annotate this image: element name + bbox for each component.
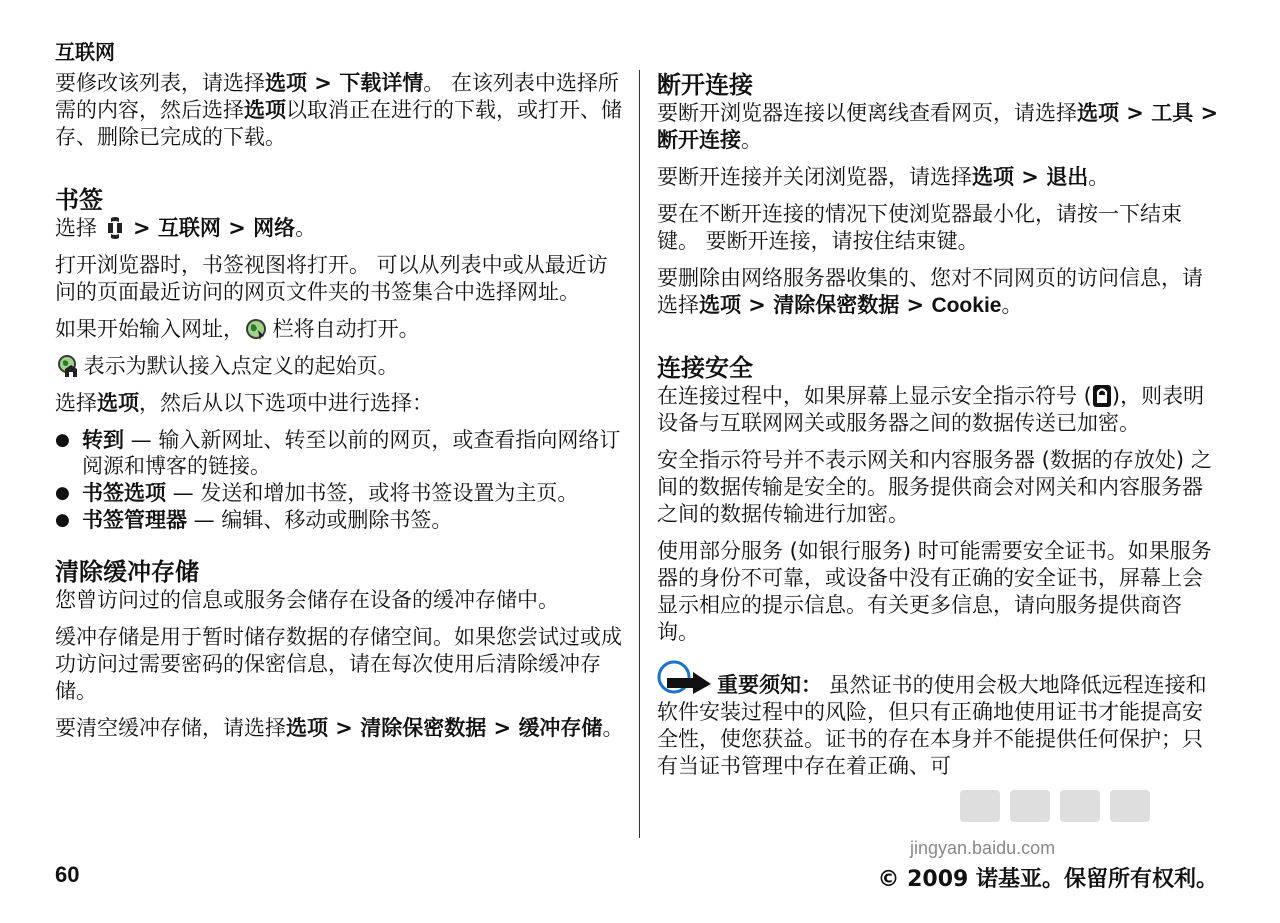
disconnect-paragraph-4: 要删除由网络服务器收集的、您对不同网页的访问信息，请选择选项 > 清除保密数据 > Cookie。	[657, 266, 1203, 317]
list-item: ● 转到 — 输入新网址、转至以前的网页，或查看指向网络订阅源和博客的链接。	[55, 427, 625, 479]
watermark-url: jingyan.baidu.com	[910, 838, 1056, 858]
page-number: 60	[55, 862, 80, 887]
column-divider	[639, 70, 640, 838]
security-paragraph-2: 安全指示符号并不表示网关和内容服务器 (数据的存放处) 之间的数据传输是安全的。服务提供商会对网关和内容服务器之间的数据传输进行加密。	[657, 448, 1212, 526]
clear-cache-heading: 清除缓冲存储	[55, 558, 199, 586]
options-intro-paragraph: 选择选项，然后从以下选项中进行选择：	[55, 391, 433, 415]
home-page-icon	[55, 354, 77, 378]
lock-icon	[1092, 384, 1112, 408]
disconnect-heading: 断开连接	[657, 71, 753, 99]
menu-key-icon	[104, 216, 126, 240]
list-item: ● 书签管理器 — 编辑、移动或删除书签。	[55, 507, 625, 533]
address-bar-icon	[244, 317, 266, 341]
cache-paragraph-3: 要清空缓冲存储，请选择选项 > 清除保密数据 > 缓冲存储。	[55, 716, 624, 740]
connection-security-heading: 连接安全	[657, 354, 753, 382]
address-bar-paragraph: 如果开始输入网址， 栏将自动打开。	[55, 317, 420, 341]
security-paragraph-3: 使用部分服务 (如银行服务) 时可能需要安全证书。如果服务器的身份不可靠，或设备中没有正确的安全证书，屏幕上会显示相应的提示信息。有关更多信息，请向服务提供商咨询。	[657, 539, 1212, 644]
disconnect-paragraph-3: 要在不断开连接的情况下使浏览器最小化，请按一下结束键。 要断开连接，请按住结束键。	[657, 202, 1182, 253]
cache-paragraph-2: 缓冲存储是用于暂时储存数据的存储空间。如果您尝试过或成功访问过需要密码的保密信息，请在每次使用后清除缓冲存储。	[55, 625, 622, 703]
cache-paragraph-1: 您曾访问过的信息或服务会储存在设备的缓冲存储中。	[55, 588, 559, 612]
security-paragraph-1: 在连接过程中，如果屏幕上显示安全指示符号 ( )，则表明设备与互联网网关或服务器之间的数据传送已加密。	[657, 384, 1205, 435]
warning-hand-icon	[657, 660, 717, 696]
home-page-paragraph: 表示为默认接入点定义的起始页。	[55, 353, 625, 380]
right-column	[657, 70, 1222, 790]
bookmark-options-list	[55, 427, 625, 533]
left-column	[55, 70, 625, 752]
bookmarks-heading: 书签	[55, 186, 103, 214]
list-item: ● 书签选项 — 发送和增加书签，或将书签设置为主页。	[55, 480, 625, 506]
download-list-paragraph: 要修改该列表，请选择选项 > 下载详情。 在该列表中选择所需的内容，然后选择选项以取消正在进行的下载，或打开、储存、删除已完成的下载。	[55, 71, 622, 149]
disconnect-paragraph-2: 要断开连接并关闭浏览器，请选择选项 > 退出。	[657, 165, 1110, 189]
disconnect-paragraph-1: 要断开浏览器连接以便离线查看网页，请选择选项 > 工具 > 断开连接。	[657, 101, 1219, 152]
copyright-notice: © 2009 诺基亚。保留所有权利。	[877, 867, 1218, 892]
important-notice: 重要须知： 虽然证书的使用会极大地降低远程连接和软件安装过程中的风险，但只有正确地使用证书才能提高安全性，使您获益。证书的存在本身并不能提供任何保护；只有当证书管理中存在着正确、可	[657, 660, 1222, 780]
bookmarks-view-paragraph: 打开浏览器时，书签视图将打开。 可以从列表中或从最近访问的页面最近访问的网页文件夹的书签集合中选择网址。	[55, 253, 608, 304]
running-header: 互联网	[55, 40, 115, 64]
bookmarks-select-path: 选择 > 互联网 > 网络。	[55, 216, 317, 240]
